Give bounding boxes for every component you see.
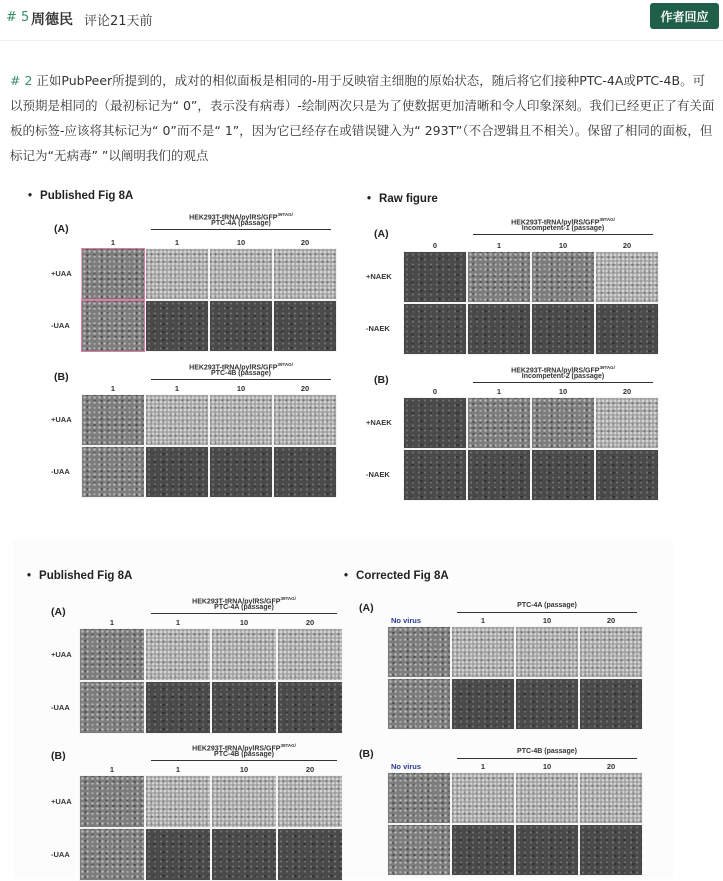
cell-image [145,775,211,828]
column-title [367,193,438,205]
column-title-text: Raw figure [379,193,438,205]
panel-label: (A) [54,223,69,235]
column-label: No virus [391,616,422,625]
cell-image [79,775,145,828]
column-title-text: Corrected Fig 8A [356,570,449,582]
cell-image [81,394,145,446]
bullet-marker: • [367,193,372,205]
cell-image [211,681,277,734]
cell-image [451,772,515,824]
column-label: 20 [305,618,315,627]
cell-image [579,626,643,678]
panel-header-rule [151,229,331,230]
panel-header-superscript: 39TAG/ [277,362,293,367]
cell-image [595,303,659,355]
column-label: 1 [110,238,116,247]
cell-image [579,772,643,824]
row-label: +NAEK [366,272,392,281]
column-label: 0 [432,241,438,250]
cell-image [403,251,467,303]
panel-header-rule [151,760,337,761]
panel-header-line2: Incompetent-2 (passage) [521,373,605,380]
panel-header-cell-line: HEK293T-tRNA/pylRS/GFP [189,214,278,222]
comment-author[interactable]: 周德民 [31,12,73,28]
panel-header-rule [473,234,653,235]
row-label: +UAA [51,415,72,424]
column-label: 0 [432,387,438,396]
row-label: -UAA [51,467,70,476]
cell-image [145,828,211,881]
panel-header-cell-line: HEK293T-tRNA/pylRS/GFP [511,367,600,375]
cell-image [273,248,337,300]
bullet-marker: • [28,190,33,202]
row-label: -NAEK [366,470,390,479]
cell-image [387,678,451,730]
cell-image [145,300,209,352]
cell-image [451,824,515,876]
cell-image [451,626,515,678]
column-label: 1 [109,765,115,774]
column-label: 1 [174,238,180,247]
panel-header-rule [457,758,637,759]
column-title-text: Published Fig 8A [40,190,134,202]
row-label: -UAA [51,321,70,330]
panel-header-rule [473,382,653,383]
row-label: -UAA [51,702,70,712]
row-label: +UAA [51,649,72,659]
cell-image [81,446,145,498]
panel-header-superscript: 39TAG/ [277,212,293,217]
cell-image [451,678,515,730]
cell-image [531,251,595,303]
cell-image [79,681,145,734]
cell-image [79,628,145,681]
column-label: 1 [480,762,486,771]
cell-image [211,628,277,681]
column-title-text: Published Fig 8A [39,570,133,582]
panel-header-rule [457,612,637,613]
cell-image [209,446,273,498]
comment-header [0,0,723,41]
panel-header-cell-line: HEK293T-tRNA/pylRS/GFP [192,598,281,606]
cell-image [277,775,343,828]
author-reply-button[interactable]: 作者回应 [650,3,719,29]
panel-header-rule [151,379,331,380]
cell-image [387,824,451,876]
column-label: 10 [236,238,246,247]
cell-image [145,248,209,300]
cell-image [81,248,145,300]
panel-header-rule [151,613,337,614]
cell-image [579,824,643,876]
panel-label: (A) [374,228,389,240]
column-label: 10 [239,765,249,774]
column-title [28,190,133,202]
column-label: 10 [558,241,568,250]
column-label: 20 [606,762,616,771]
cell-image [211,775,277,828]
comment-time: 评论21天前 [84,14,153,29]
panel-header-cell-line: HEK293T-tRNA/pylRS/GFP [192,745,281,753]
column-label: 20 [305,765,315,774]
cell-image [595,251,659,303]
panel-header-line2: PTC-4B (passage) [211,370,271,377]
column-label: 1 [480,616,486,625]
cell-image [531,397,595,449]
panel-header-line2: PTC-4A (passage) [211,220,271,227]
panel-label: (B) [54,371,69,383]
cell-image [277,828,343,881]
cell-image [387,772,451,824]
column-label: 20 [300,238,310,247]
cell-image [209,394,273,446]
panel-header-superscript: 39TAG/ [599,217,615,222]
cell-image [277,628,343,681]
cell-image [515,678,579,730]
cell-image [209,300,273,352]
cell-image [79,828,145,881]
comment-number: # 5 [6,10,30,25]
figure-published-vs-raw [24,180,694,510]
panel-header-cell-line: HEK293T-tRNA/pylRS/GFP [189,364,278,372]
panel-label: (A) [359,602,374,614]
row-label: -NAEK [366,324,390,333]
row-label: -UAA [51,849,70,859]
panel-label: (B) [359,748,374,760]
cell-image [209,248,273,300]
panel-header-line: PTC-4B (passage) [517,748,577,755]
cell-image [515,626,579,678]
cell-image [81,300,145,352]
cell-image [515,772,579,824]
panel-header-line: PTC-4A (passage) [517,602,577,609]
cell-image [595,397,659,449]
column-label: 10 [239,618,249,627]
column-label: 10 [558,387,568,396]
cell-image [467,303,531,355]
cell-image [467,397,531,449]
row-label: +UAA [51,269,72,278]
column-title [344,570,449,582]
cell-image [579,678,643,730]
cell-image [273,446,337,498]
panel-label: (B) [51,750,66,762]
bullet-marker: • [344,570,349,582]
column-label: 10 [236,384,246,393]
column-label: 10 [542,616,552,625]
cell-image [145,446,209,498]
cell-image [403,449,467,501]
column-label: 1 [175,618,181,627]
cell-image [145,394,209,446]
cell-image [515,824,579,876]
cell-image [277,681,343,734]
panel-header-line2: Incompetent-1 (passage) [521,225,605,232]
panel-header-line2: PTC-4A (passage) [214,604,274,611]
cell-image [467,251,531,303]
panel-header-superscript: 39TAG/ [280,743,296,748]
panel-header-superscript: 39TAG/ [280,596,296,601]
row-label: +UAA [51,796,72,806]
cell-image [467,449,531,501]
panel-label: (B) [374,374,389,386]
cell-image [273,300,337,352]
panel-header-line2: PTC-4B (passage) [214,751,274,758]
column-label: 1 [109,618,115,627]
cell-image [211,828,277,881]
cell-image [403,397,467,449]
column-label: 1 [496,241,502,250]
cell-image [273,394,337,446]
reply-text: 正如PubPeer所提到的，成对的相似面板是相同的-用于反映宿主细胞的原始状态，随后将它们接种PTC-4A或PTC-4B。可以预期是相同的（最初标记为“ 0”，表示没有病毒）-绘制两次只是为了使数据更加清晰和令人印象深刻。我们已经更正了有关面板的标签-应该将其标记为“ 0”而不是“ 1”，因为它已经存在或错误键入为“ 293T”（不合逻辑且不相关）。保留了相同的面板，但标记为“无病毒” ”以阐明我们的观点 [10,73,715,163]
figure-published-vs-corrected [13,540,673,879]
cell-image [145,681,211,734]
column-label: 20 [622,387,632,396]
bullet-marker: • [27,570,32,582]
panel-label: (A) [51,606,66,618]
cell-image [531,303,595,355]
column-title [27,570,132,582]
column-label: 20 [300,384,310,393]
row-label: +NAEK [366,418,392,427]
reply-number[interactable]: # 2 [10,73,33,88]
cell-image [387,626,451,678]
panel-header-cell-line: HEK293T-tRNA/pylRS/GFP [511,219,600,227]
cell-image [595,449,659,501]
column-label: 10 [542,762,552,771]
panel-header-superscript: 39TAG/ [599,365,615,370]
cell-image [531,449,595,501]
column-label: 20 [622,241,632,250]
column-label: 20 [606,616,616,625]
cell-image [145,628,211,681]
reply-body [10,68,716,168]
column-label: 1 [496,387,502,396]
column-label: No virus [391,762,422,771]
column-label: 1 [110,384,116,393]
column-label: 1 [175,765,181,774]
column-label: 1 [174,384,180,393]
cell-image [403,303,467,355]
